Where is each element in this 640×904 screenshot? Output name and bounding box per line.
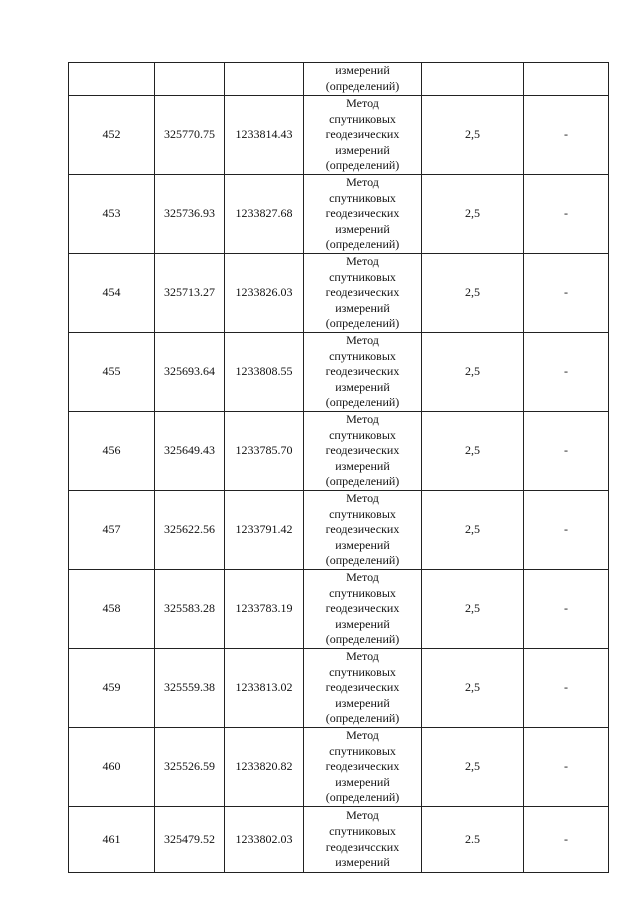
method-cell [304, 728, 422, 807]
method-line: Метод [346, 808, 379, 823]
table-row [69, 570, 609, 649]
accuracy-cell [422, 63, 524, 96]
table-row [69, 649, 609, 728]
method-line: (определений) [325, 79, 400, 93]
method-cell [304, 412, 422, 491]
y-coordinate-cell: 1233814.43 [225, 96, 304, 175]
method-line: (определений) [325, 316, 400, 331]
x-coordinate-cell: 325770.75 [155, 96, 225, 175]
point-number-cell [69, 63, 155, 96]
x-coordinate-cell: 325479.52 [155, 807, 225, 873]
method-cell [304, 491, 422, 570]
point-number-cell: 460 [69, 728, 155, 807]
method-line: измерений [335, 537, 390, 552]
method-line: спутниковых [329, 664, 396, 679]
method-line: спутниковых [329, 348, 396, 363]
accuracy-cell: 2.5 [422, 807, 524, 873]
accuracy-cell: 2,5 [422, 649, 524, 728]
point-number-cell: 452 [69, 96, 155, 175]
method-line: (определений) [325, 790, 400, 805]
continuation-row [69, 63, 609, 96]
y-coordinate-cell: 1233802.03 [225, 807, 304, 873]
method-line: (определений) [325, 395, 400, 410]
method-line: спутниковых [329, 190, 396, 205]
method-line: (определений) [325, 632, 400, 647]
y-coordinate-cell: 1233827.68 [225, 175, 304, 254]
method-line: Метод [346, 570, 379, 585]
method-cell [304, 175, 422, 254]
method-line: спутниковых [329, 823, 396, 838]
y-coordinate-cell: 1233783.19 [225, 570, 304, 649]
x-coordinate-cell: 325583.28 [155, 570, 225, 649]
point-number-cell: 461 [69, 807, 155, 873]
note-cell [524, 63, 609, 96]
method-line: спутниковых [329, 506, 396, 521]
method-line: Метод [346, 412, 379, 427]
method-line: геодезических [325, 127, 400, 142]
method-line: Метод [346, 491, 379, 506]
note-cell: - [524, 570, 609, 649]
method-line: геодезических [325, 759, 400, 774]
method-line: измерений [335, 300, 390, 315]
method-line: Метод [346, 728, 379, 743]
x-coordinate-cell: 325526.59 [155, 728, 225, 807]
method-line: спутниковых [329, 427, 396, 442]
method-line: геодезических [325, 206, 400, 221]
table-row [69, 728, 609, 807]
table-row [69, 96, 609, 175]
note-cell: - [524, 807, 609, 873]
method-line: измерений [335, 695, 390, 710]
method-line: измерений [335, 379, 390, 394]
method-line: геодезических [325, 680, 400, 695]
note-cell: - [524, 728, 609, 807]
x-coordinate-cell: 325736.93 [155, 175, 225, 254]
method-line: (определений) [325, 158, 400, 173]
method-line: измерений [335, 221, 390, 236]
method-line: Метод [346, 254, 379, 269]
table-row [69, 807, 609, 873]
accuracy-cell: 2,5 [422, 96, 524, 175]
method-line: геодезических [325, 522, 400, 537]
note-cell: - [524, 412, 609, 491]
method-line: измерений [335, 774, 390, 789]
point-number-cell: 458 [69, 570, 155, 649]
method-line: геодезических [325, 443, 400, 458]
point-number-cell: 454 [69, 254, 155, 333]
point-number-cell: 456 [69, 412, 155, 491]
point-number-cell: 453 [69, 175, 155, 254]
accuracy-cell: 2,5 [422, 570, 524, 649]
x-coordinate-cell: 325693.64 [155, 333, 225, 412]
accuracy-cell: 2,5 [422, 333, 524, 412]
x-coordinate-cell: 325713.27 [155, 254, 225, 333]
coordinates-table [68, 62, 609, 873]
method-cell [304, 254, 422, 333]
x-coordinate-cell: 325649.43 [155, 412, 225, 491]
method-line: (определений) [325, 711, 400, 726]
note-cell: - [524, 175, 609, 254]
method-cell [304, 63, 422, 96]
x-coordinate-cell [155, 63, 225, 96]
table-row [69, 254, 609, 333]
note-cell: - [524, 254, 609, 333]
method-line: спутниковых [329, 585, 396, 600]
x-coordinate-cell: 325559.38 [155, 649, 225, 728]
method-line: Метод [346, 649, 379, 664]
point-number-cell: 459 [69, 649, 155, 728]
method-line: измерений [335, 142, 390, 157]
y-coordinate-cell: 1233813.02 [225, 649, 304, 728]
note-cell: - [524, 96, 609, 175]
y-coordinate-cell: 1233808.55 [225, 333, 304, 412]
point-number-cell: 457 [69, 491, 155, 570]
method-cell [304, 96, 422, 175]
note-cell: - [524, 491, 609, 570]
method-cell [304, 807, 422, 873]
x-coordinate-cell: 325622.56 [155, 491, 225, 570]
table-row [69, 333, 609, 412]
accuracy-cell: 2,5 [422, 254, 524, 333]
method-line: (определений) [325, 474, 400, 489]
method-line: геодезических [325, 285, 400, 300]
note-cell: - [524, 333, 609, 412]
method-line: геодезических [325, 601, 400, 616]
accuracy-cell: 2,5 [422, 412, 524, 491]
method-line: измерений [335, 855, 390, 870]
method-cell [304, 570, 422, 649]
method-line: измерений [335, 63, 390, 78]
accuracy-cell: 2,5 [422, 175, 524, 254]
table-body [69, 63, 609, 873]
method-line: (определений) [325, 553, 400, 568]
y-coordinate-cell [225, 63, 304, 96]
note-cell: - [524, 649, 609, 728]
y-coordinate-cell: 1233791.42 [225, 491, 304, 570]
method-line: измерений [335, 616, 390, 631]
method-cell [304, 333, 422, 412]
method-line: спутниковых [329, 111, 396, 126]
method-cell [304, 649, 422, 728]
y-coordinate-cell: 1233785.70 [225, 412, 304, 491]
y-coordinate-cell: 1233826.03 [225, 254, 304, 333]
method-line: спутниковых [329, 743, 396, 758]
method-line: Метод [346, 175, 379, 190]
method-line: геодезичсских [325, 839, 400, 854]
y-coordinate-cell: 1233820.82 [225, 728, 304, 807]
method-line: Метод [346, 333, 379, 348]
method-line: измерений [335, 458, 390, 473]
method-line: спутниковых [329, 269, 396, 284]
point-number-cell: 455 [69, 333, 155, 412]
table-row [69, 491, 609, 570]
accuracy-cell: 2,5 [422, 728, 524, 807]
table-row [69, 412, 609, 491]
method-line: (определений) [325, 237, 400, 252]
method-line: Метод [346, 96, 379, 111]
method-line: геодезических [325, 364, 400, 379]
accuracy-cell: 2,5 [422, 491, 524, 570]
table-row [69, 175, 609, 254]
